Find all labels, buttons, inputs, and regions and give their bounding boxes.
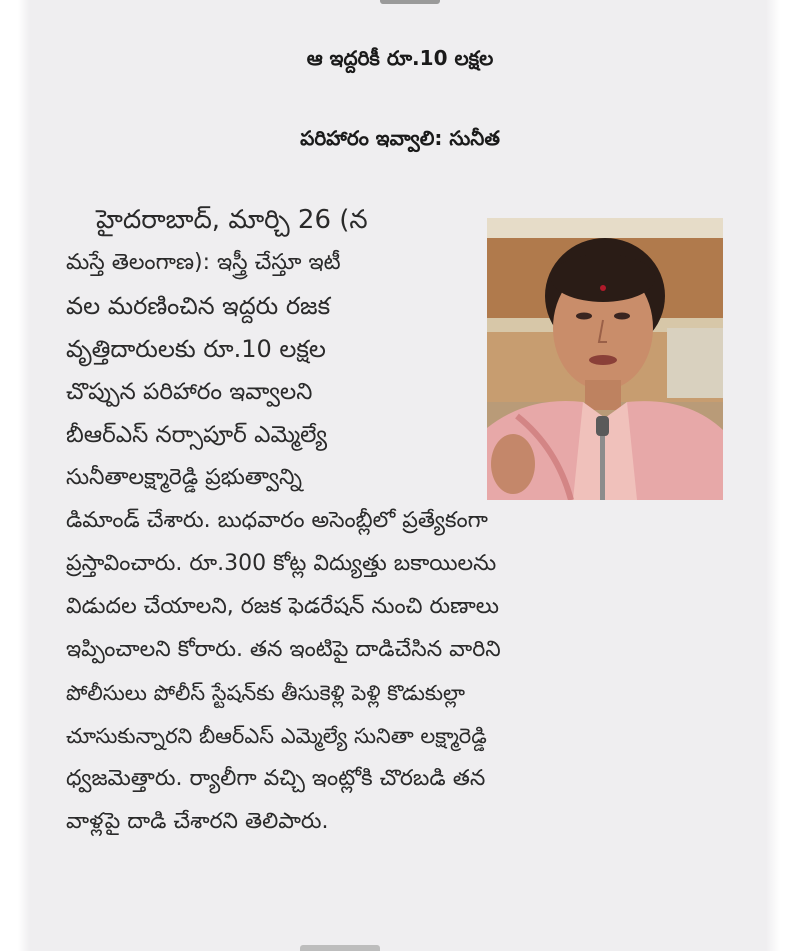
body-line: బీఆర్ఎస్ నర్సాపూర్ ఎమ్మెల్యే — [66, 422, 328, 448]
body-line: ప్రస్తావించారు. రూ.300 కోట్ల విద్యుత్తు బకాయిలను — [66, 551, 497, 576]
body-line: ఇప్పించాలని కోరారు. తన ఇంటిపై దాడిచేసిన వారిని — [66, 637, 501, 662]
body-line: ధ్వజమెత్తారు. ర్యాలీగా వచ్చి ఇంట్లోకి చొరబడి తన — [66, 766, 486, 791]
body-line: చూసుకున్నారని బీఆర్ఎస్ ఎమ్మెల్యే సునితా లక్ష్మారెడ్డి — [66, 724, 487, 748]
body-line: మస్తే తెలంగాణ): ఇస్త్రీ చేస్తూ ఇటీ — [66, 250, 341, 275]
clipping-bottom-edge — [300, 945, 380, 951]
body-line: చొప్పున పరిహారం ఇవ్వాలని — [66, 379, 313, 405]
body-line: డిమాండ్ చేశారు. బుధవారం అసెంబ్లీలో ప్రత్యేకంగా — [66, 508, 488, 533]
body-line: విడుదల చేయాలని, రజక ఫెడరేషన్ నుంచి రుణాలు — [66, 594, 500, 619]
body-line: వృత్తిదారులకు రూ.10 లక్షల — [66, 335, 326, 363]
headline-line-2: పరిహారం ఇవ్వాలి: సునీత — [300, 126, 500, 150]
body-line: సునీతాలక్ష్మారెడ్డి ప్రభుత్వాన్ని — [66, 465, 302, 490]
body-line: వల మరణించిన ఇద్దరు రజక — [66, 292, 331, 320]
body-line: వాళ్లపై దాడి చేశారని తెలిపారు. — [66, 809, 329, 834]
headline-line-1: ఆ ఇద్దరికీ రూ.10 లక్షల — [306, 46, 494, 70]
portrait-photo — [487, 218, 723, 500]
body-line: పోలీసులు పోలీస్ స్టేషన్‌కు తీసుకెళ్లి పెళ్లి కొడుకుల్లా — [66, 681, 466, 705]
body-line: హైదరాబాద్, మార్చి 26 (న — [96, 205, 368, 235]
